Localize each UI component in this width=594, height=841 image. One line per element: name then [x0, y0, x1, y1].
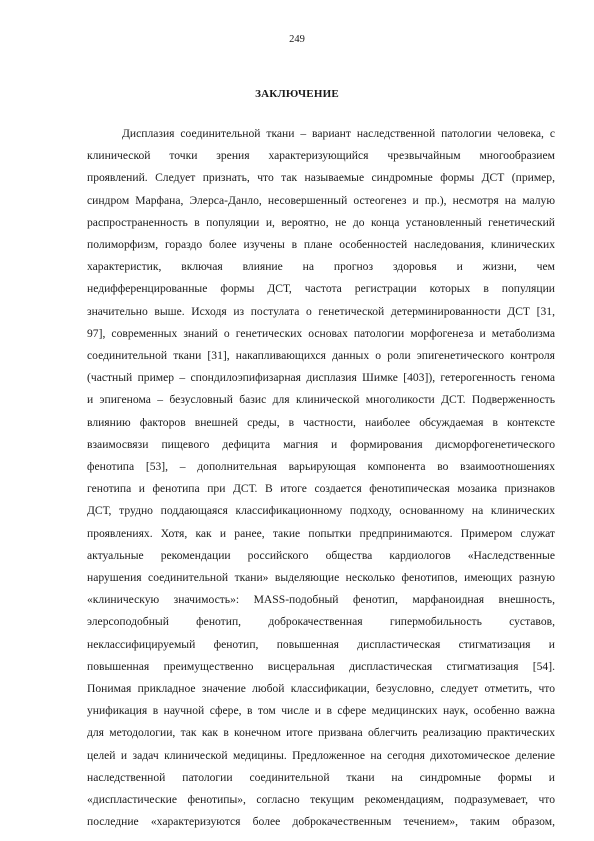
page-number: 249 [289, 34, 305, 45]
text-line: характеристик, включая влияние на прогноз здоровья и жизни, чем [87, 260, 555, 274]
text-line: для методологии, так как в конечном итоге призвана облегчить реализацию практических [87, 726, 555, 740]
text-line: синдром Марфана, Элерса-Данло, несовершенный остеогенез и пр.), несмотря на малую [87, 193, 555, 207]
text-line: целей и задач клинической медицины. Предложенное на сегодня дихотомическое деление [87, 748, 555, 762]
text-line: неклассифицируемый фенотип, повышенная диспластическая стигматизация и [87, 637, 555, 651]
text-line: распространенность в популяции и, вероятно, не до конца установленный генетический [87, 215, 555, 229]
text-line: (частный пример – спондилоэпифизарная дисплазия Шимке [403]), гетерогенность генома [87, 371, 555, 385]
text-line: последние «характеризуются более доброкачественным течением», таким образом, [87, 815, 555, 829]
text-line: значительно выше. Исходя из постулата о генетической детерминированности ДСТ [31, [87, 304, 555, 318]
text-line: полиморфизм, гораздо более изучены в плане особенностей наследования, клинических [87, 238, 555, 252]
text-line: клинической точки зрения характеризующийся чрезвычайным многообразием [87, 149, 555, 163]
text-line: и эпигенома – безусловный базис для клинической многоликости ДСТ. Подверженность [87, 393, 555, 407]
text-line: «клиническую значимость»: MASS-подобный фенотип, марфаноидная внешность, [87, 593, 555, 607]
text-line: влиянию факторов внешней среды, в частности, наиболее обсуждаемая в контексте [87, 415, 555, 429]
text-line: повышенная преимущественно висцеральная диспластическая стигматизация [54]. [87, 659, 555, 673]
text-line: элерсоподобный фенотип, доброкачественная гипермобильность суставов, [87, 615, 555, 629]
text-line: фенотипа [53], – дополнительная варьирующая компонента во взаимоотношениях [87, 460, 555, 474]
text-line: взаимосвязи пищевого дефицита магния и формирования дисморфогенетического [87, 437, 555, 451]
text-line: актуальные рекомендации российского общества кардиологов «Наследственные [87, 548, 555, 562]
text-line: ДСТ, трудно поддающаяся классификационному подходу, основанному на клинических [87, 504, 555, 518]
text-line: генотипа и фенотипа при ДСТ. В итоге создается фенотипическая мозаика признаков [87, 482, 555, 496]
text-line: наследственной патологии соединительной ткани на синдромные формы и [87, 770, 555, 784]
text-line: проявлений. Следует признать, что так называемые синдромные формы ДСТ (пример, [87, 171, 555, 185]
text-line: недифференцированные формы ДСТ, частота регистрации которых в популяции [87, 282, 555, 296]
text-line: соединительной ткани [31], накапливающихся данных о роли эпигенетического контроля [87, 349, 555, 363]
text-line: Понимая прикладное значение любой классификации, безусловно, следует отметить, что [87, 682, 555, 696]
body-text [87, 123, 555, 834]
page-title: ЗАКЛЮЧЕНИЕ [255, 88, 339, 100]
text-line: унификация в научной сфере, в том числе и в сфере медицинских наук, особенно важна [87, 704, 555, 718]
text-line: 97], современных знаний о генетических основах патологии морфогенеза и метаболизма [87, 326, 555, 340]
text-line: проявлениях. Хотя, как и ранее, такие попытки предпринимаются. Примером служат [87, 526, 555, 540]
text-line: Дисплазия соединительной ткани – вариант наследственной патологии человека, с [122, 127, 555, 140]
text-line: «диспластические фенотипы», согласно текущим рекомендациям, подразумевает, что [87, 793, 555, 807]
text-line: нарушения соединительной ткани» выделяющие несколько фенотипов, имеющих разную [87, 571, 555, 585]
